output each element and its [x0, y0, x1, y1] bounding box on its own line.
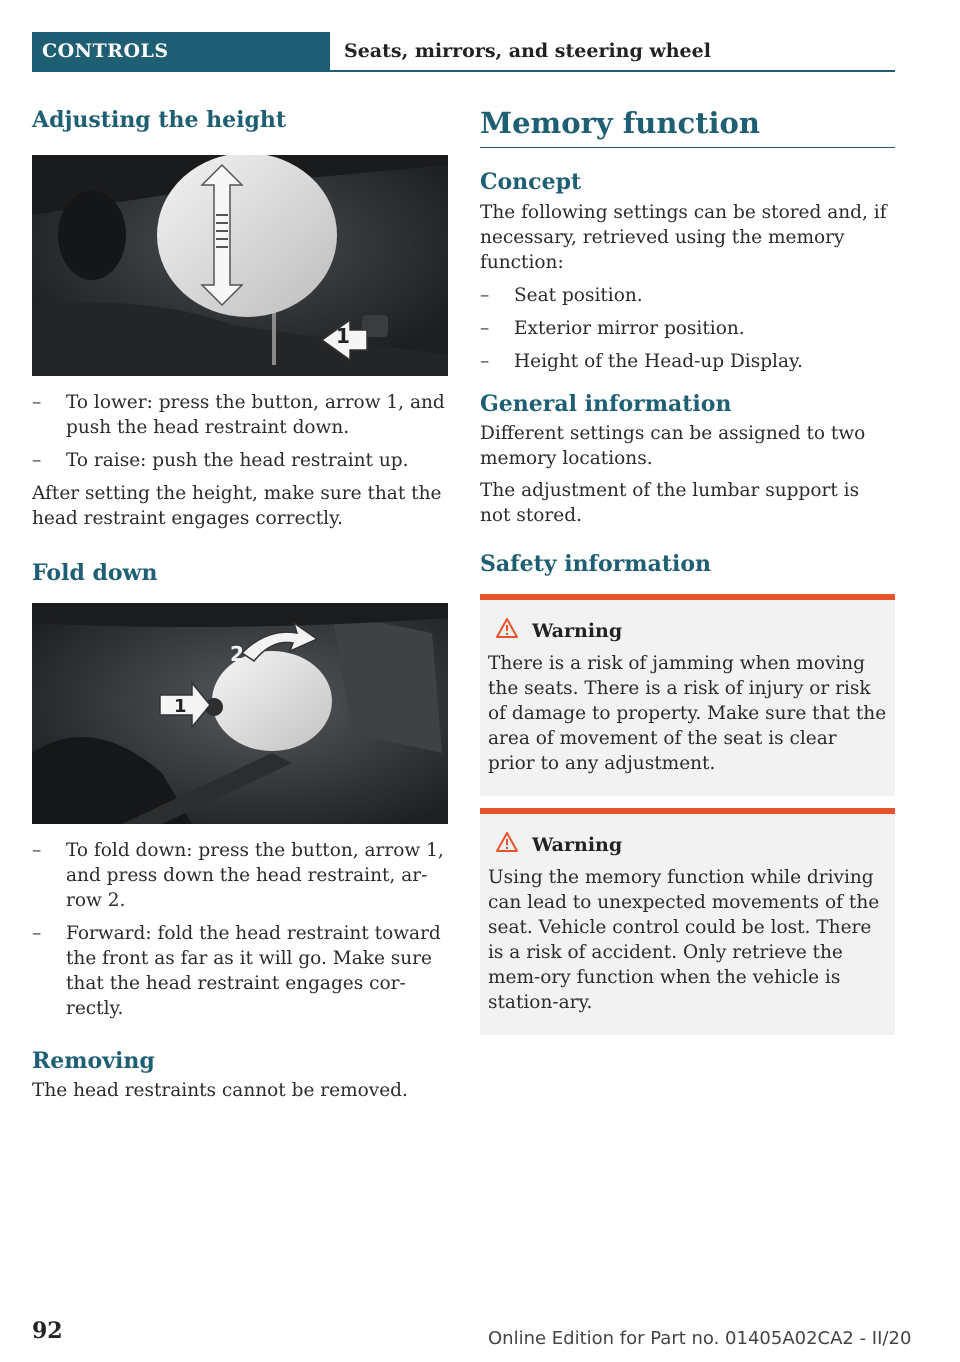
- dash-bullet: –: [32, 391, 42, 413]
- list-item: – Forward: fold the head restraint toward the front as far as it will go. Make sure that the head restraint engages cor-rectly.: [32, 923, 441, 1020]
- list-item: – To lower: press the button, arrow 1, and push the head restraint down.: [32, 391, 445, 438]
- memory-function-heading: Memory function: [480, 106, 760, 140]
- adjust-steps-list: [32, 390, 448, 473]
- dash-bullet: –: [480, 318, 490, 340]
- arrow-label-1: 1: [174, 696, 187, 718]
- left-column: [32, 100, 448, 1103]
- warning-box-memory-driving: [480, 808, 895, 1035]
- list-item: – Exterior mirror position.: [480, 318, 745, 340]
- warning-triangle-icon: [496, 832, 518, 857]
- general-text-2: The adjustment of the lumbar support is not stored.: [480, 479, 860, 526]
- list-item: – To raise: push the head restraint up.: [32, 449, 409, 471]
- height-illustration: [32, 155, 448, 376]
- page-header: [32, 32, 895, 72]
- page-number: 92: [32, 1318, 63, 1344]
- head-restraint-fold-photo: [32, 603, 448, 824]
- dash-bullet: –: [32, 840, 42, 862]
- arrow-label-2: 2: [230, 642, 244, 667]
- fold-down-heading: Fold down: [32, 559, 158, 586]
- dash-bullet: –: [32, 923, 42, 945]
- adjusting-height-heading: Adjusting the height: [32, 107, 287, 133]
- concept-heading: Concept: [480, 168, 582, 195]
- list-item: – To fold down: press the button, arrow 1, and press down the head restraint, ar-row 2.: [32, 840, 444, 912]
- safety-information-heading: Safety information: [480, 550, 712, 577]
- concept-list: [480, 283, 895, 374]
- dash-bullet: –: [480, 285, 490, 307]
- list-item: – Height of the Head-up Display.: [480, 351, 803, 373]
- fold-steps-list: [32, 838, 448, 1021]
- memory-heading-block: [480, 105, 895, 148]
- adjust-note: After setting the height, make sure that the head restraint engages correctly.: [32, 482, 442, 529]
- concept-text: The following settings can be stored and, if necessary, retrieved using the memory function:: [480, 202, 887, 274]
- edition-footer: Online Edition for Part no. 01405A02CA2 - II/20: [488, 1328, 912, 1349]
- fold-illustration: [32, 603, 448, 824]
- warning-title: Warning: [496, 832, 887, 857]
- list-item: – Seat position.: [480, 285, 643, 307]
- warning-triangle-icon: [496, 618, 518, 643]
- general-text-1: Different settings can be assigned to two memory locations.: [480, 422, 866, 469]
- chapter-title: Seats, mirrors, and steering wheel: [344, 40, 711, 62]
- general-information-heading: General information: [480, 391, 732, 418]
- head-restraint-height-photo: [32, 155, 448, 376]
- removing-text: The head restraints cannot be removed.: [32, 1079, 408, 1101]
- right-column: [480, 100, 895, 1035]
- removing-heading: Removing: [32, 1048, 155, 1075]
- warning-text: Using the memory function while driving can lead to unexpected movements of the seat. Vehicle control could be lost. There is a risk of accident. Only retrieve the mem-ory function when the vehicle is station-ary.: [488, 867, 880, 1014]
- arrow-label-1: 1: [336, 323, 350, 348]
- dash-bullet: –: [480, 351, 490, 373]
- warning-box-jamming: [480, 594, 895, 796]
- warning-title: Warning: [496, 618, 887, 643]
- dash-bullet: –: [32, 449, 42, 471]
- section-tab: CONTROLS: [32, 32, 330, 70]
- warning-text: There is a risk of jamming when moving the seats. There is a risk of injury or risk of damage to property. Make sure that the area of movement of the seat is clear prior to any adjustment.: [488, 653, 887, 775]
